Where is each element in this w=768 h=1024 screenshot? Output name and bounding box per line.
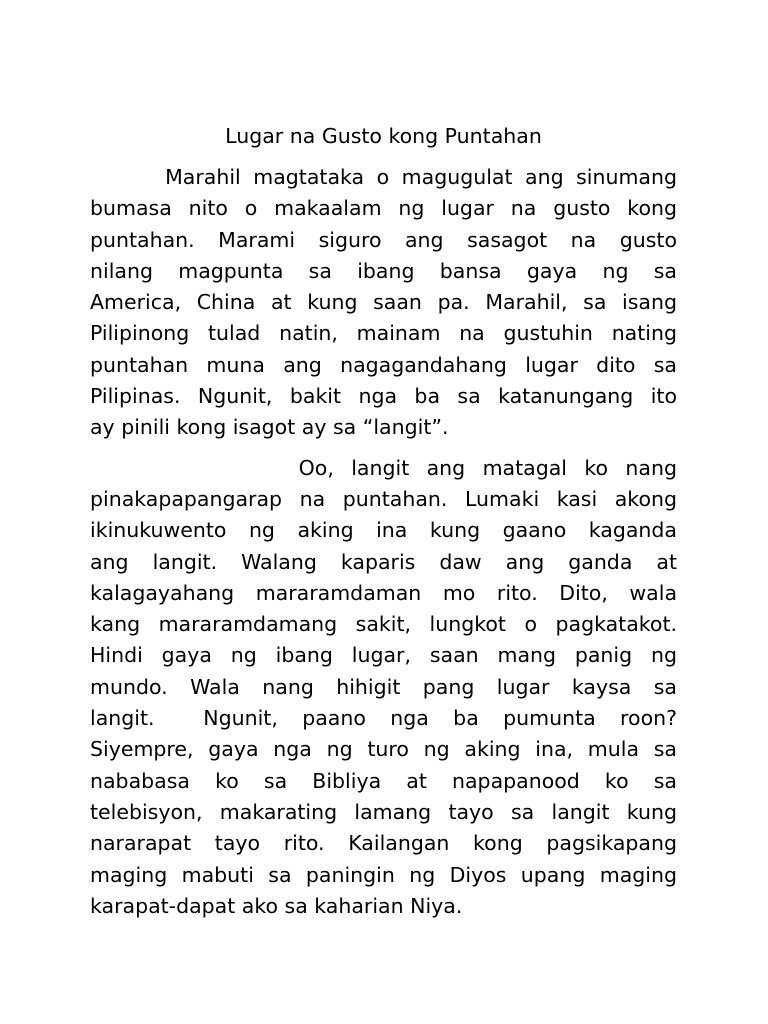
paragraph-line: pinakapapangarap na puntahan. Lumaki kasi akong [90, 486, 677, 511]
paragraph-line: ikinukuwento ng aking ina kung gaano kaganda [90, 518, 677, 543]
paragraph-line: nilang magpunta sa ibang bansa gaya ng sa [90, 258, 677, 283]
paragraph-line: kang mararamdamang sakit, lungkot o pagkatakot. [90, 612, 677, 637]
paragraph-line: nararapat tayo rito. Kailangan kong pagsikapang [90, 831, 677, 856]
paragraph-line: nababasa ko sa Bibliya at napapanood ko sa [90, 768, 677, 793]
document-body [90, 121, 677, 931]
paragraph-line: telebisyon, makarating lamang tayo sa langit kung [90, 799, 677, 824]
paragraph-line: puntahan. Marami siguro ang sasagot na gusto [90, 227, 677, 252]
paragraph-line: puntahan muna ang nagagandahang lugar dito sa [90, 352, 677, 377]
paragraph-line: Oo, langit ang matagal ko nang [90, 455, 677, 480]
paragraph-line: Marahil magtataka o magugulat ang sinumang [90, 165, 677, 189]
paragraph-line: America, China at kung saan pa. Marahil, sa isang [90, 290, 677, 315]
document-title: Lugar na Gusto kong Puntahan [225, 124, 542, 148]
paragraph-line: bumasa nito o makaalam ng lugar na gusto kong [90, 196, 677, 221]
paragraph-line: ang langit. Walang kaparis daw ang ganda at [90, 549, 677, 574]
paragraph-line: maging mabuti sa paningin ng Diyos upang maging [90, 862, 677, 887]
paragraph-line: kalagayahang mararamdaman mo rito. Dito, wala [90, 580, 677, 605]
paragraph-2 [90, 453, 677, 922]
paragraph-line: mundo. Wala nang hihigit pang lugar kaysa sa [90, 674, 677, 699]
paragraph-line: Pilipinong tulad natin, mainam na gustuhin nating [90, 321, 677, 346]
paragraph-1 [90, 162, 677, 444]
paragraph-line: Siyempre, gaya nga ng turo ng aking ina, mula sa [90, 737, 677, 762]
paragraph-line: langit. Ngunit, paano nga ba pumunta roon? [90, 706, 677, 731]
paragraph-line: Hindi gaya ng ibang lugar, saan mang panig ng [90, 643, 677, 668]
paragraph-line: karapat-dapat ako sa kaharian Niya. [90, 893, 463, 918]
paragraph-line: Pilipinas. Ngunit, bakit nga ba sa katanungang ito [90, 384, 677, 409]
paragraph-line: ay pinili kong isagot ay sa “langit”. [90, 415, 449, 440]
